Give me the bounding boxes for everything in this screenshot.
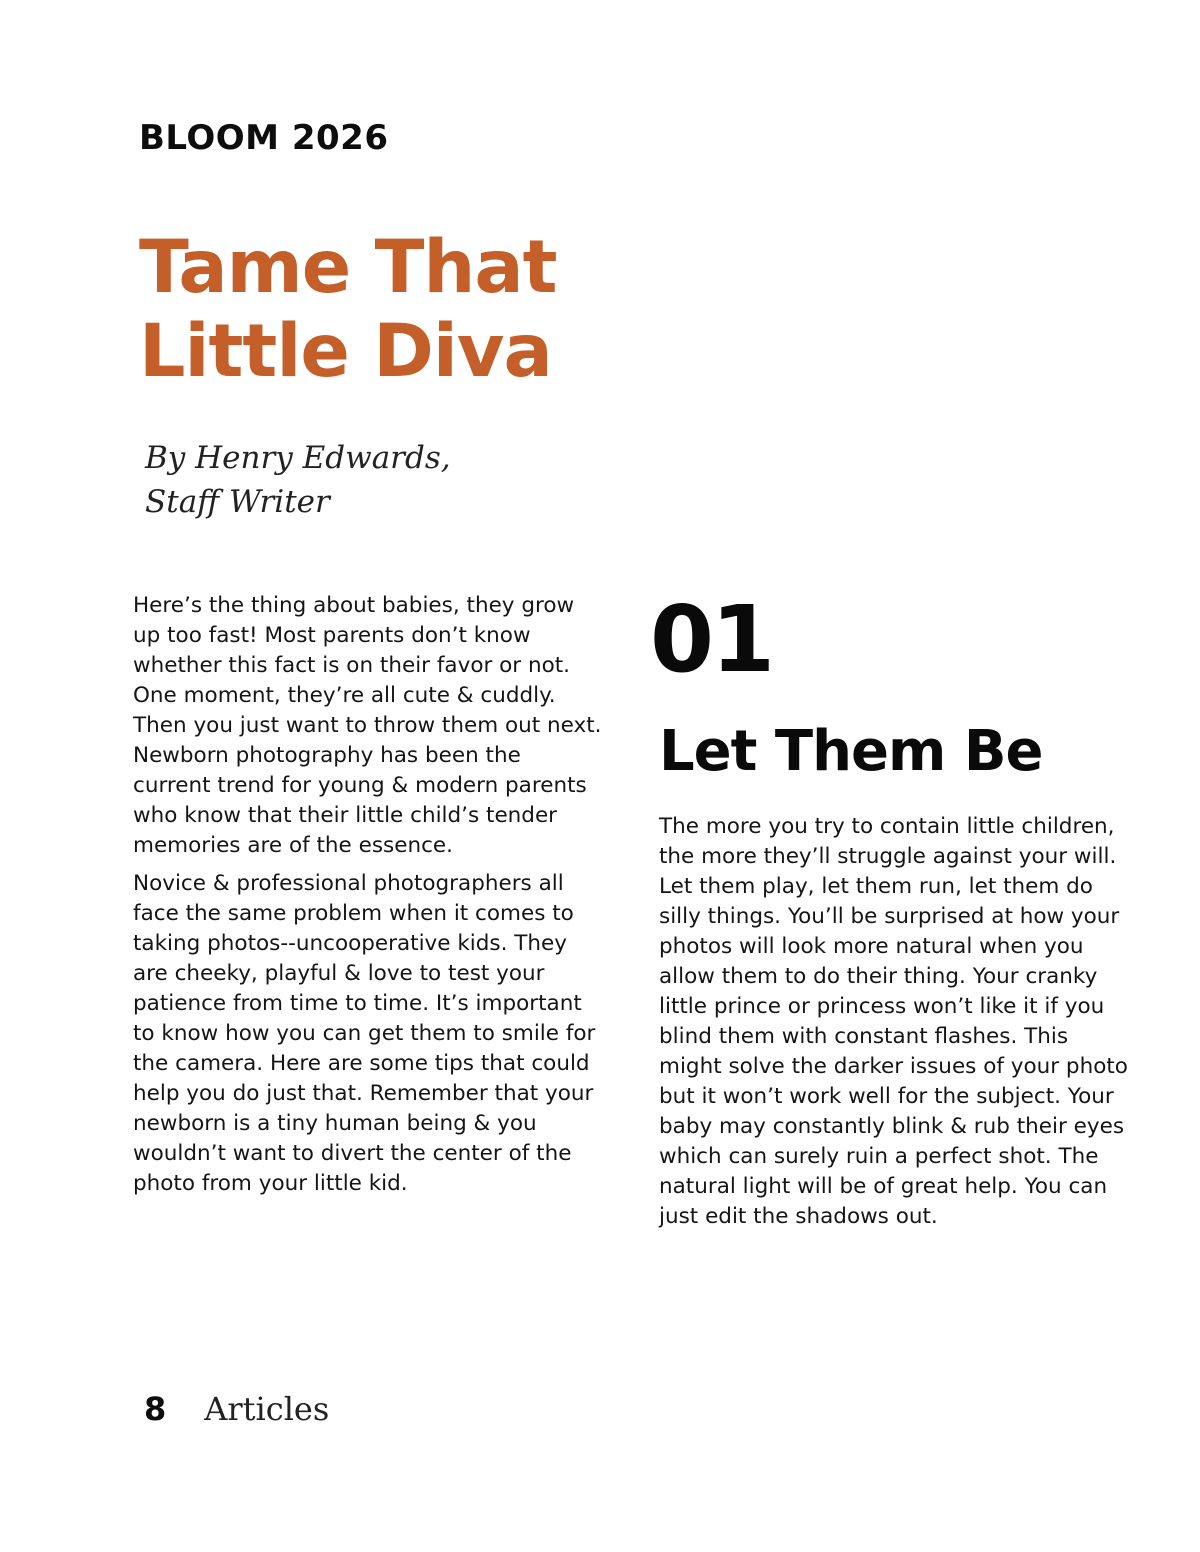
- intro-column: [133, 591, 603, 1207]
- title-line-1: Tame That: [139, 225, 557, 310]
- magazine-masthead: BLOOM 2026: [139, 118, 389, 158]
- section-heading: Let Them Be: [659, 719, 1043, 784]
- section-number: 01: [650, 586, 773, 693]
- byline-role: Staff Writer: [145, 484, 330, 520]
- title-line-2: Little Diva: [139, 309, 552, 394]
- section-body: The more you try to contain little children, the more they’ll struggle against your will. Let them play, let them run, let them do silly things. You’ll be surprised at how your photos will look more natural when you allow them to do their thing. Your cranky little prince or princess won’t like it if you blind them with constant flashes. This might solve the darker issues of your photo but it won’t work well for the subject. Your baby may constantly blink & rub their eyes which can surely ruin a perfect shot. The natural light will be of great help. You can just edit the shadows out.: [659, 814, 1128, 1229]
- article-byline: [145, 436, 451, 524]
- intro-paragraph-2: Novice & professional photographers all face the same problem when it comes to taking photos--uncooperative kids. They are cheeky, playful & love to test your patience from time to time. It’s important to know how you can get them to smile for the camera. Here are some tips that could help you do just that. Remember that your newborn is a tiny human being & you wouldn’t want to divert the center of the photo from your little kid.: [133, 871, 596, 1196]
- intro-paragraph-1: Here’s the thing about babies, they grow up too fast! Most parents don’t know whether this fact is on their favor or not. One moment, they’re all cute & cuddly. Then you just want to throw them out next. Newborn photography has been the current trend for young & modern parents who know that their little child’s tender memories are of the essence.: [133, 593, 602, 858]
- footer-section-label: Articles: [204, 1390, 330, 1428]
- byline-author: By Henry Edwards,: [145, 440, 451, 476]
- article-title: [139, 226, 659, 394]
- page-number: 8: [144, 1390, 167, 1428]
- page-footer: [144, 1390, 329, 1428]
